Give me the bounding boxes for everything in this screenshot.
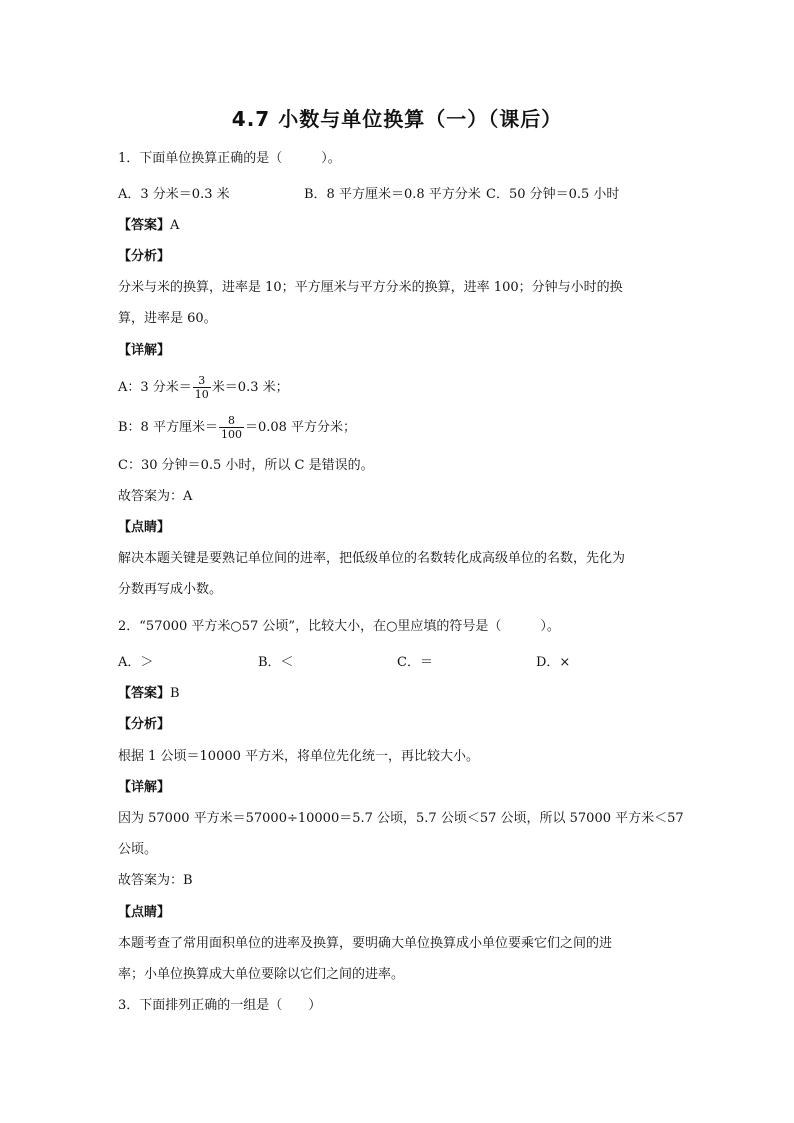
q2-option-b: B．＜	[258, 655, 294, 670]
q1-detail-a-post: 米＝0.3 米；	[211, 380, 289, 395]
q1-detail-tag: 【详解】	[118, 343, 171, 358]
q1-option-c: C．50 分钟＝0.5 小时	[486, 187, 620, 202]
q2-analysis-tag: 【分析】	[118, 717, 171, 732]
q1-detail-b-post: ＝0.08 平方分米；	[244, 420, 357, 435]
q1-detail-c: C：30 分钟＝0.5 小时，所以 C 是错误的。	[118, 458, 374, 473]
q1-detail-b-pre: B：8 平方厘米＝	[118, 420, 218, 435]
q1-answer: A	[170, 218, 180, 233]
q2-detail-line-2: 公顷。	[118, 842, 158, 857]
q1-detail-b	[118, 414, 356, 442]
q1-comment-line-1: 解决本题关键是要熟记单位间的进率，把低级单位的名数转化成高级单位的名数，先化为	[118, 551, 626, 566]
page-title: 4.7 小数与单位换算（一）（课后）	[231, 107, 563, 131]
q1-analysis-line-2: 算，进率是 60。	[118, 311, 217, 326]
q2-comment-line-2: 率；小单位换算成大单位要除以它们之间的进率。	[118, 967, 405, 982]
fraction-denominator: 10	[194, 388, 209, 401]
q1-comment-line-2: 分数再写成小数。	[118, 582, 223, 597]
fraction-3-10	[193, 374, 211, 401]
fraction-numerator: 3	[193, 374, 211, 388]
q2-answer-line	[118, 686, 180, 702]
q1-detail-a-pre: A：3 分米＝	[118, 380, 192, 395]
q3-stem: 3．下面排列正确的一组是（ ）	[118, 998, 322, 1013]
q1-stem: 1．下面单位换算正确的是（ ）。	[118, 151, 341, 166]
q2-option-c: C．＝	[397, 655, 433, 670]
fraction-numerator: 8	[219, 414, 244, 428]
q2-comment-line-1: 本题考查了常用面积单位的进率及换算，要明确大单位换算成小单位要乘它们之间的进	[118, 936, 613, 951]
q1-detail-a	[118, 374, 289, 402]
q1-option-a: A．3 分米＝0.3 米	[118, 187, 230, 202]
answer-tag: 【答案】	[118, 686, 171, 701]
q1-option-b: B．8 平方厘米＝0.8 平方分米	[304, 187, 481, 202]
q2-comment-tag: 【点睛】	[118, 905, 171, 920]
q1-answer-line	[118, 218, 179, 234]
fraction-denominator: 100	[220, 428, 242, 441]
q1-conclusion: 故答案为：A	[118, 489, 193, 504]
q2-detail-tag: 【详解】	[118, 780, 171, 795]
q1-comment-tag: 【点睛】	[118, 520, 171, 535]
q2-conclusion: 故答案为：B	[118, 873, 193, 888]
q2-answer: B	[170, 686, 180, 701]
q1-analysis-tag: 【分析】	[118, 249, 171, 264]
q2-detail-line-1: 因为 57000 平方米＝57000÷10000＝5.7 公顷，5.7 公顷＜57 公顷，所以 57000 平方米＜57	[118, 811, 684, 826]
q2-analysis-line-1: 根据 1 公顷＝10000 平方米，将单位先化统一，再比较大小。	[118, 749, 480, 764]
q1-analysis-line-1: 分米与米的换算，进率是 10；平方厘米与平方分米的换算，进率 100；分钟与小时的换	[118, 280, 623, 295]
q2-option-a: A．＞	[118, 655, 154, 670]
answer-tag: 【答案】	[118, 218, 171, 233]
q2-option-d: D．×	[536, 655, 571, 670]
q2-stem: 2．“57000 平方米○57 公顷”，比较大小，在○里应填的符号是（ ）。	[118, 619, 560, 634]
fraction-8-100	[219, 414, 244, 441]
